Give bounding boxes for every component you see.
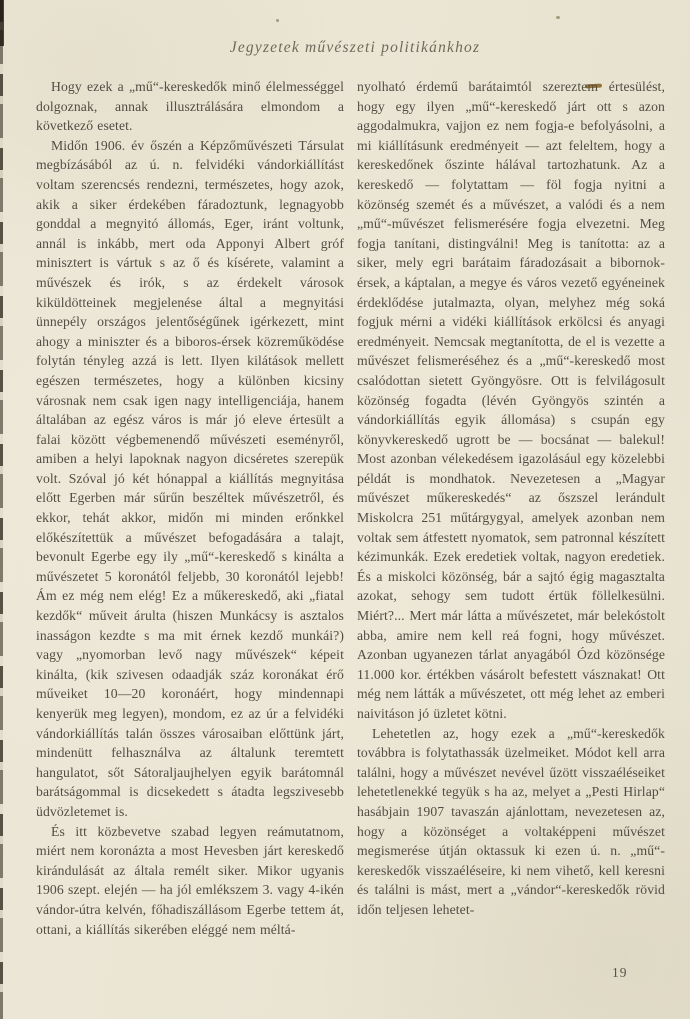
paper-speck [556,16,560,19]
text-body [36,77,666,939]
scan-edge-artifact [0,0,3,1019]
paper-speck [276,19,279,22]
running-head-title: Jegyzetek művészeti politikánkhoz [229,39,481,56]
right-column [357,77,665,939]
left-column [36,77,344,939]
paragraph-continuation: nyolható érdemű barátaimtól szereztem értesülést, hogy egy ilyen „mű“-kereskedő járt ott s azon aggodalmukra, vajjon ez nem fogja-e befolyásolni, a mi kiállításunk eredményeit — azt feleltem, hogy a kereskedőnek őszinte hálával tartozhatunk. Az a kereskedő — folytattam — föl fogja nyitni a közönség szemét és a művészet, a valódi és a nem „mű“-művészet felismerésére fogja elvezetni. Meg fogja tanítani, distingválni! Meg is tanította: az a siker, mely egri barátaim fáradozásait a bibornok-érsek, a káptalan, a megye és város vezető egyéneinek érdeklődése jutalmazta, olyan, melyhez még soká fogjuk mérni a vidéki kiállítások erkölcsi és anyagi eredményeit. Nemcsak megtanította, de el is vezette a művészet felismeréséhez és a „mű“-kereskedő most csalódottan sietett Gyöngyösre. Ott is felvilágosult közönség fogadta (lévén Gyöngyös szintén a vándorkiállítás egyik állomása) s csupán egy könyvkereskedő ugrott be — bocsánat — balekul! Most azonban vélekedésem igazolásául egy közelebbi példát is mondhatok. Nevezetesen a „Magyar művészet műkereskedés“ az őszszel lerándult Miskolcra 251 műtárgygyal, amelyek azonban nem voltak sem átfestett nyomatok, sem patronnal készített kézimunkák. Ezek eredetiek voltak, nagyon eredetiek. És a miskolci közönség, bár a sajtó égig magasztalta azokat, sehogy sem tudott értük föllelkesülni. Miért?... Mert már látta a művészetet, már belekóstolt abba, amire nem kell reá fogni, hogy művészet. Azonban ugyanezen tárlat anyagából Ózd közönsége 11.000 kor. értékben vásárolt befestett vásznakat! Ott még nem látták a művészetet, ott még lehet az emberi naivitáson jó üzletet kötni. [357,79,665,721]
scan-edge-corner-artifact [0,0,4,46]
paragraph: Midőn 1906. év őszén a Képzőművészeti Társulat megbízásából az ú. n. felvidéki vándorkiállítást voltam szerencsés rendezni, természetes, hogy azok, akik a siker érdekében fáradoztunk, legnagyobb gonddal a megnyitó állomás, Eger, iránt voltunk, annál is inkább, mert oda Apponyi Albert gróf minisztert is vártuk s az ő és kísérete, valamint a művészek és irók, s az érdekelt városok kiküldötteinek megjelenése által a megnyitási ünnepély országos jelentőségűnek igérkezett, mint ahogy a miniszter és a biboros-érsek közreműködése folytán tényleg azzá is lett. Ilyen kilátások mellett egészen természetes, hogy a különben kicsiny városnak nem csak igen nagy intelligenciája, hanem általában az egész város is már jó eleve értesült a falai között végbemenendő művészeti eseményről, amiben a helyi lapoknak nagyon dicséretes szerepük volt. Szóval jó két hónappal a kiállítás megnyitása előtt Egerben már sűrűn beszéltek művészetről, és ekkor, tehát akkor, midőn mi minden erőnkkel előkészítettük a művészet befogadására a talajt, bevonult Egerbe egy ily „mű“-kereskedő s kinálta a művészetet 5 koronától feljebb, 30 koronától lejebb! Ám ez még nem elég! Ez a műkereskedő, aki „fiatal kezdők“ műveit árulta (hiszen Munkácsy is asztalos inasságon kezdte s ma mit érnek kezdő munkái?) vagy „nyomorban levő nagy művészek“ képeit kinálta, (kik szivesen odaadják száz koronákat érő műveiket 10—20 koronáért, hogy mindennapi kenyerük meg legyen), mondom, ez az úr a felvidéki vándorkiállítás talán összes városaiban előttünk járt, mindenütt felhasználva az általunk teremtett hangulatot, sőt Sátoraljaujhelyen egyik barátomnál barátságommal is dicsekedett s átadta legszivesebb üdvözletemet is. [36,137,344,819]
paragraph: Hogy ezek a „mű“-kereskedők minő élelmességgel dolgoznak, annak illusztrálására elmondom a következő esetet. [36,79,344,134]
paragraph: Lehetetlen az, hogy ezek a „mű“-kereskedők továbbra is folytathassák üzelmeiket. Módot kell arra találni, hogy a művészet nevével űzött visszaéléseiket lehetetlenekké tegyük s ha az, melyet a „Pesti Hirlap“ hasábjain 1907 tavaszán ajánlottam, nevezetesen az, hogy a közönséget a voltaképpeni művészet megismerése útján oktassuk ki ezen ú. n. „mű“-kereskedők visszaéléseire, ki nem vihető, kell keresni és találni is mást, mert a „vándor“-kereskedők rövid időn teljesen lehetet- [357,725,665,917]
page-number: 19 [612,965,628,980]
paragraph: És itt közbevetve szabad legyen reámutatnom, miért nem koronázta a most Hevesben járt kereskedő kirándulását az általa remélt siker. Mikor ugyanis 1906 szept. elején — ha jól emlékszem 3. vagy 4-ikén vándor-útra kelvén, főhadiszállásom Egerbe tettem át, ottani, a kiállítás sikerében eléggé nem méltá- [36,823,344,937]
